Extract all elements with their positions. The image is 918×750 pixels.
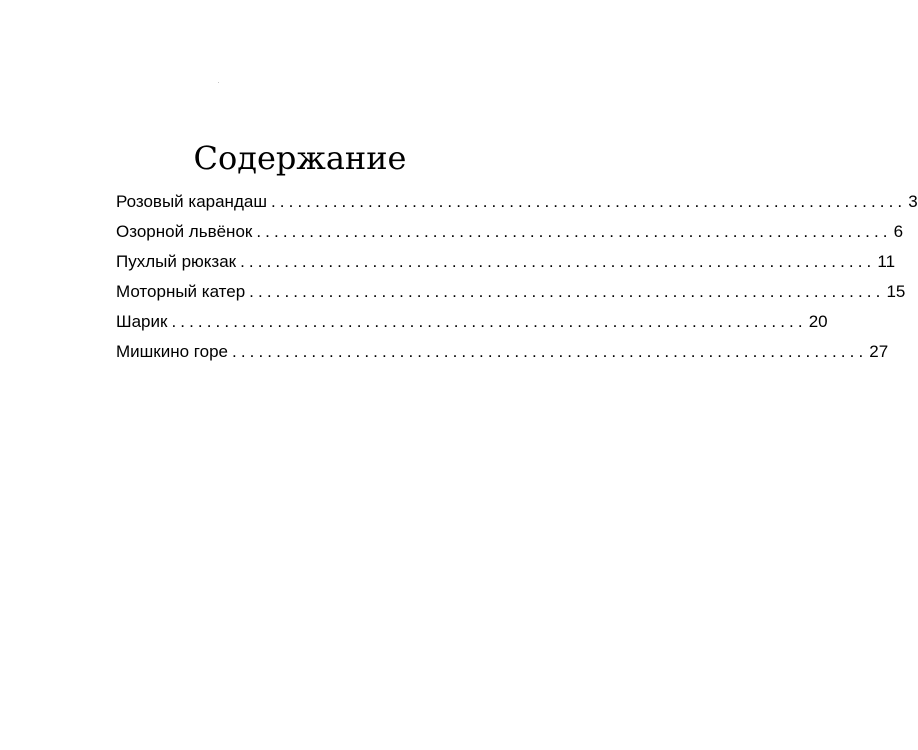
toc-entry xyxy=(116,217,904,247)
dot-leader: ........................................................................ xyxy=(270,192,907,211)
dot-leader: ........................................................................ xyxy=(171,312,807,331)
toc-entry-page: 15 xyxy=(886,282,906,301)
toc-entry-title: Мишкино горе xyxy=(116,342,228,361)
toc-entry-title: Пухлый рюкзак xyxy=(116,252,237,271)
print-speck xyxy=(218,82,219,83)
toc-entry xyxy=(116,247,896,277)
toc-entry-title: Розовый карандаш xyxy=(116,192,267,211)
toc-list xyxy=(116,187,918,367)
toc-entry-title: Озорной львёнок xyxy=(116,222,253,241)
toc-entry-page: 27 xyxy=(869,342,889,361)
toc-entry-page: 3 xyxy=(908,192,918,211)
toc-entry xyxy=(116,337,889,367)
toc-entry xyxy=(116,187,918,217)
toc-entry-title: Шарик xyxy=(116,312,168,331)
dot-leader: ........................................................................ xyxy=(249,282,885,301)
toc-entry-page: 20 xyxy=(808,312,828,331)
toc-entry-page: 6 xyxy=(893,222,904,241)
dot-leader: ........................................................................ xyxy=(256,222,892,241)
toc-entry xyxy=(116,277,906,307)
toc-entry-page: 11 xyxy=(877,252,896,271)
toc-title: Содержание xyxy=(193,139,407,177)
dot-leader: ........................................................................ xyxy=(232,342,868,361)
toc-entry-title: Моторный катер xyxy=(116,282,246,301)
toc-entry xyxy=(116,307,828,337)
dot-leader: ........................................................................ xyxy=(240,252,876,271)
